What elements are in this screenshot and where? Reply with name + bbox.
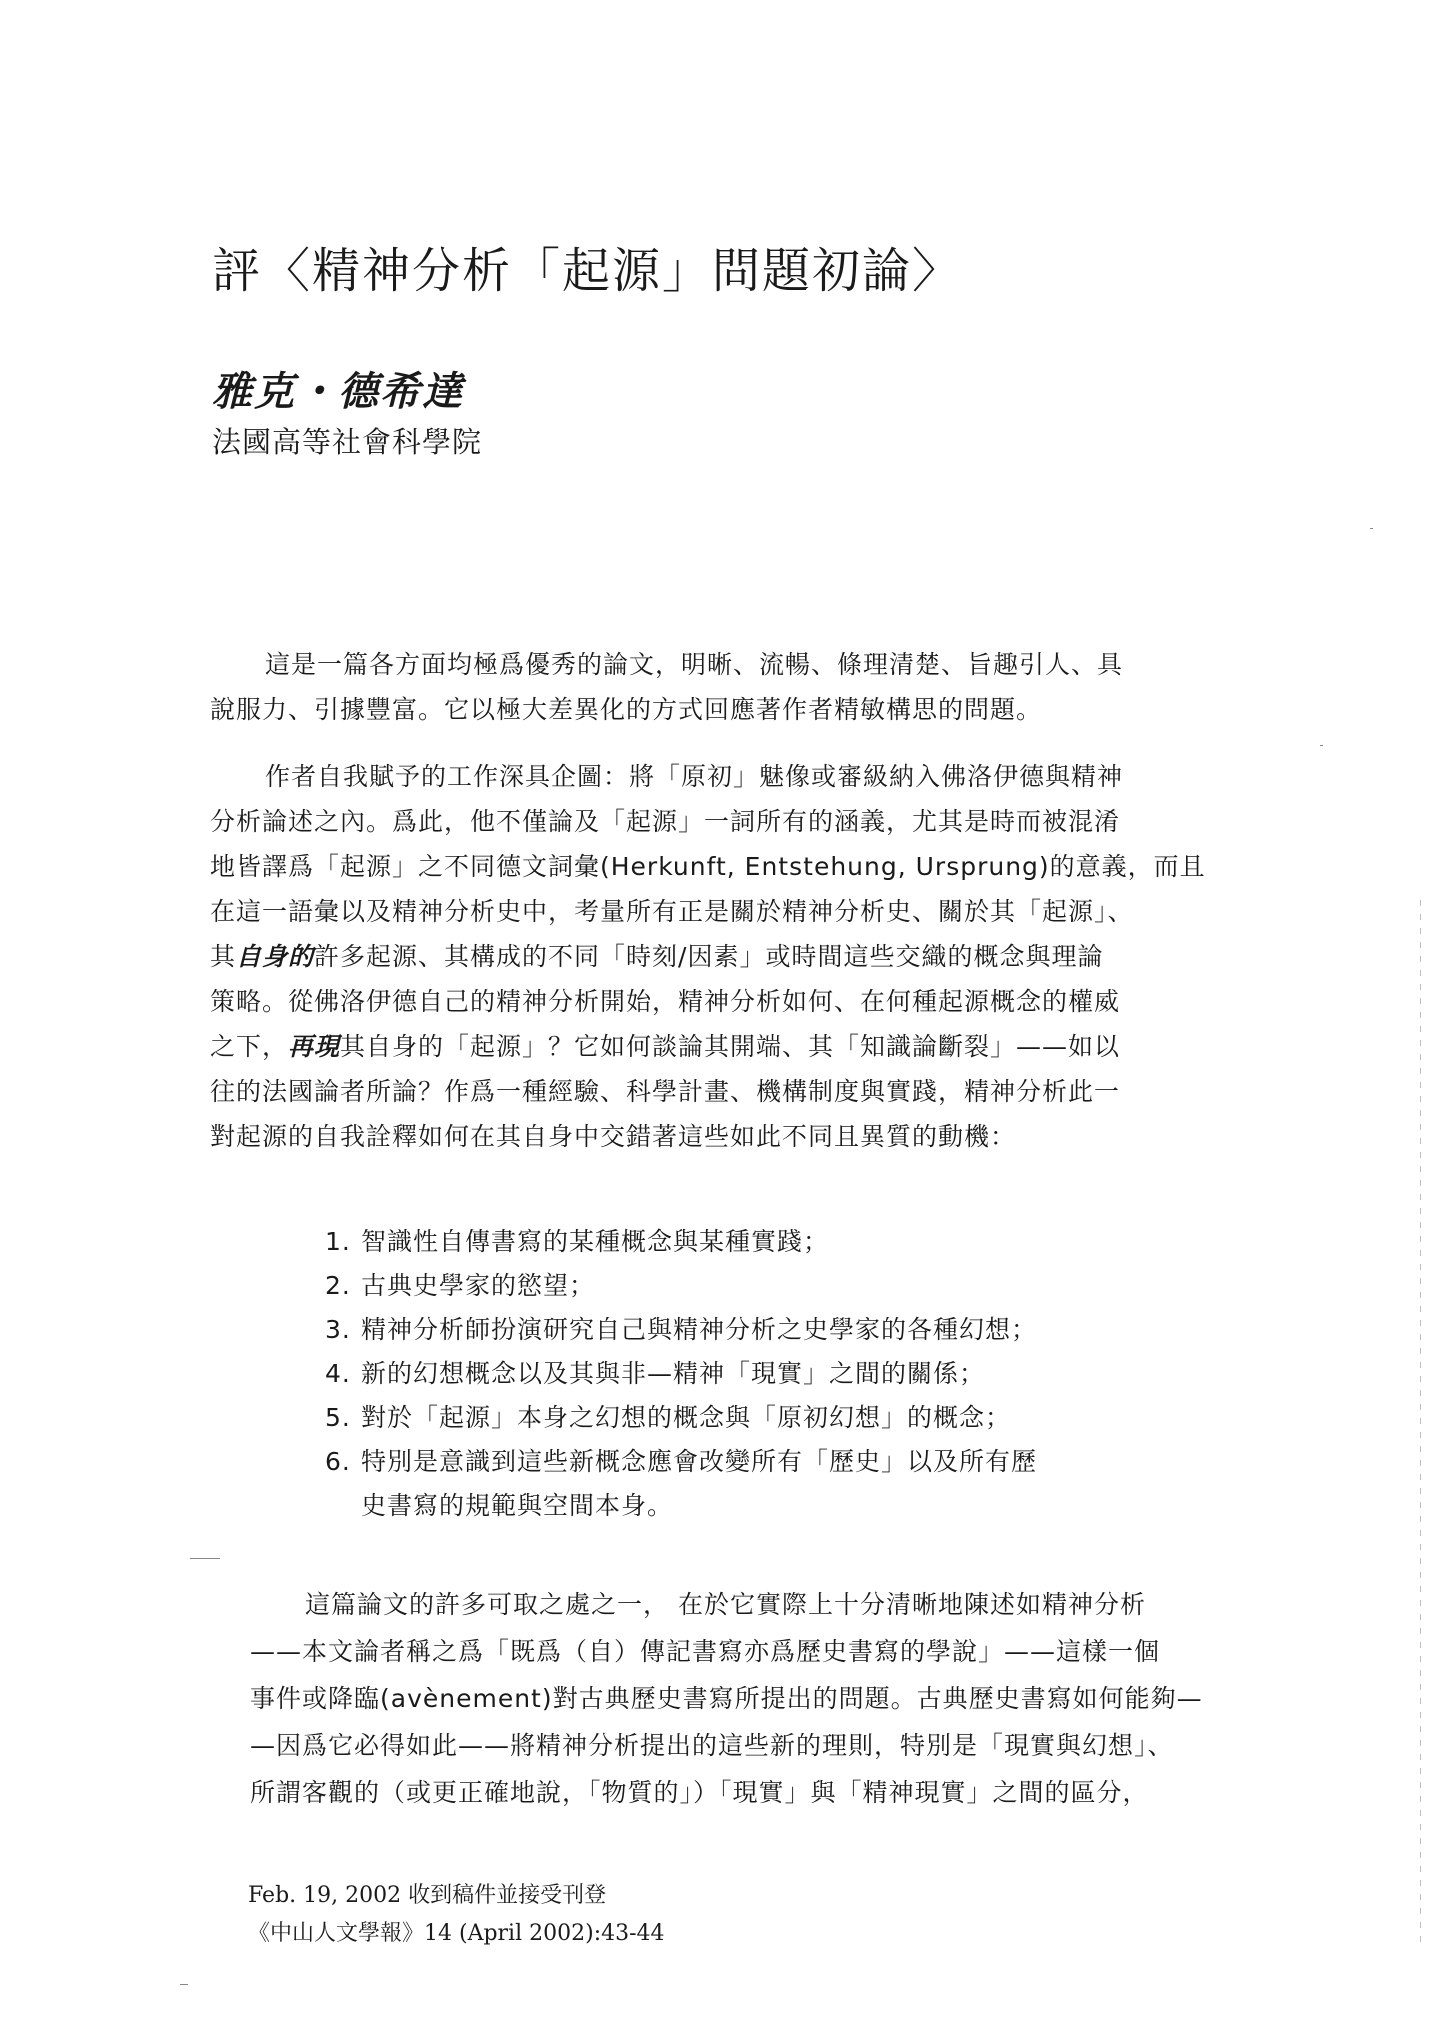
scan-artifact — [180, 1984, 188, 1985]
para2-line-9: 對起源的自我詮釋如何在其自身中交錯著這些如此不同且異質的動機： — [210, 1122, 1017, 1151]
para2-line-6: 策略。從佛洛伊德自己的精神分析開始，精神分析如何、在何種起源概念的權威 — [210, 987, 1121, 1016]
para3-line-5: 所謂客觀的（或更正確地說，「物質的」）「現實」與「精神現實」之間的區分， — [250, 1778, 1149, 1807]
text-fragment: 許多起源、其構成的不同「時刻/因素」或時間這些交織的概念與理論 — [314, 942, 1104, 971]
scan-artifact — [1320, 745, 1323, 746]
para3-line-4: —因爲它必得如此——將精神分析提出的這些新的理則，特別是「現實與幻想」、 — [250, 1731, 1174, 1760]
emphasis-text: 自身的 — [236, 942, 315, 971]
scan-artifact — [190, 1558, 220, 1559]
scan-edge — [1420, 900, 1421, 1950]
emphasis-text: 再現 — [288, 1032, 341, 1061]
list-item: 6. 特別是意識到這些新概念應會改變所有「歷史」以及所有歷 — [325, 1447, 1038, 1476]
para3-line-2: ——本文論者稱之爲「既爲（自）傳記書寫亦爲歷史書寫的學說」——這樣一個 — [250, 1637, 1161, 1666]
list-item: 5. 對於「起源」本身之幻想的概念與「原初幻想」的概念； — [325, 1403, 1012, 1432]
author-affiliation: 法國高等社會科學院 — [212, 425, 483, 459]
list-item: 1. 智識性自傳書寫的某種概念與某種實踐； — [325, 1227, 830, 1256]
text-fragment: 其 — [210, 942, 237, 971]
para3-line-3: 事件或降臨(avènement)對古典歷史書寫所提出的問題。古典歷史書寫如何能夠— — [250, 1684, 1203, 1713]
para2-line-1: 作者自我賦予的工作深具企圖：將「原初」魅像或審級納入佛洛伊德與精神 — [265, 762, 1124, 791]
scan-artifact — [1370, 528, 1373, 529]
list-item: 3. 精神分析師扮演研究自己與精神分析之史學家的各種幻想； — [325, 1315, 1038, 1344]
para2-line-8: 往的法國論者所論？作爲一種經驗、科學計畫、機構制度與實踐，精神分析此一 — [210, 1077, 1121, 1106]
journal-citation: 《中山人文學報》14 (April 2002):43-44 — [248, 1921, 665, 1946]
text-fragment: 之下， — [210, 1032, 289, 1061]
para1-line-1: 這是一篇各方面均極爲優秀的論文，明晰、流暢、條理清楚、旨趣引人、具 — [265, 650, 1124, 679]
para3-line-1: 這篇論文的許多可取之處之一， 在於它實際上十分清晰地陳述如精神分析 — [305, 1590, 1146, 1619]
author-name: 雅克・德希達 — [212, 368, 464, 415]
list-item: 2. 古典史學家的慾望； — [325, 1271, 596, 1300]
para2-line-7 — [210, 1027, 1120, 1063]
received-note: Feb. 19, 2002 收到稿件並接受刊登 — [248, 1883, 607, 1908]
list-item-continuation: 史書寫的規範與空間本身。 — [361, 1491, 674, 1520]
list-item: 4. 新的幻想概念以及其與非—精神「現實」之間的關係； — [325, 1359, 986, 1388]
text-fragment: 其自身的「起源」？它如何談論其開端、其「知識論斷裂」——如以 — [340, 1032, 1121, 1061]
para2-line-4: 在這一語彙以及精神分析史中，考量所有正是關於精神分析史、關於其「起源」、 — [210, 897, 1134, 926]
para2-line-3: 地皆譯爲「起源」之不同德文詞彙(Herkunft, Entstehung, Ursprung)的意義，而且 — [210, 852, 1206, 881]
article-title: 評〈精神分析「起源」問題初論〉 — [212, 243, 963, 299]
para2-line-2: 分析論述之內。爲此，他不僅論及「起源」一詞所有的涵義，尤其是時而被混淆 — [210, 807, 1121, 836]
para2-line-5 — [210, 937, 1103, 973]
para1-line-2: 說服力、引據豐富。它以極大差異化的方式回應著作者精敏構思的問題。 — [210, 695, 1043, 724]
